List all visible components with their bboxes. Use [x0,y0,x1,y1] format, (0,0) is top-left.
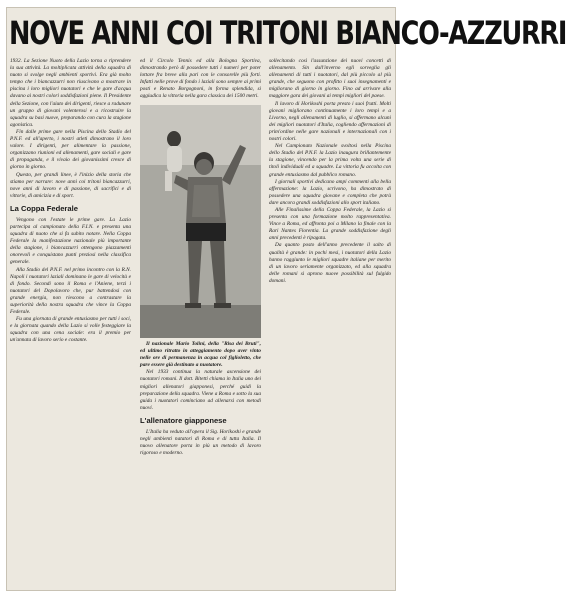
column-3-paragraph: sollecitando così l'assunzione dei nuovi concetti di allenamento. Sin dall'inverno egli sorveglia gli allenamenti di tutti i nuotatori, dal più piccolo al più grande, che seguono con profitto i suoi insegnamenti e migliorano di giorno in giorno. Fino ad arrivare alla maggiore gara dei giovani ai tempi migliori del paese. [269,58,391,100]
article-headline: NOVE ANNI COI TRITONI BIANCO-AZZURRI [9,14,566,52]
column-1-paragraph: Alla Stadio del P.N.F. nel primo incontro con la R.N. Napoli i nuotatori laziali dominano le gare di velocità e di fondo. Secondi sono il Roma e l'Aniene, terzi i nuotatori del Dopolavoro che, pur battendosi con grande energia, non riescono a contrastare la superiorità della nostra squadra che vince la Coppa Federale. [10,266,131,316]
article-column-1 [10,58,131,586]
column-3-paragraph: Nel Campionato Nazionale svoltosi nella Piscina dello Stadio del P.N.F. la Lazio inaugura brillantemente la stagione, vincendo per la prima volta una serie di titoli individuali ed a squadre. La vittoria fu accolta con grande entusiasmo dal pubblico romano. [269,143,391,178]
photo-caption: Il nazionale Mario Tolini, della "Risa dei Bruti", ed ultimo ritratto in atteggiamento dopo aver vinto nelle ore di permanenza in acqua col figlioletto, che pare essere già destinato a nuotatore. [140,340,261,369]
column-2-intro: ed il Circolo Tennis ed alla Bologna Sportiva, dimostrando però di possedere tutti i numeri per poter lottare fra breve alla pari con le consorelle più forti. Infatti nelle prove di fondo i laziali sono sempre ai primi posti e Renato Borgognoni, in forma splendida, si aggiudica la vittoria nella gara classica dei 1500 metri. [140,58,261,100]
subheading-coppa-federale: La Coppa Federale [10,203,78,213]
column-3-paragraph: Il lavoro di Horikoshi porta presto i suoi frutti. Molti giovani migliorano continuamente i loro tempi e a Livorno, negli allenamenti di luglio, si affermano alcuni dei migliori nuotatori d'Italia, cogliendo affermazioni di prim'ordine nelle gare nazionali e internazionali con i nostri colori. [269,100,391,143]
column-1-paragraph: Fin dalle prime gare nella Piscina dello Stadio del P.N.F. ed all'aperto, i nostri atleti dimostrano il loro valore. I dirigenti, per alimentare la passione, organizzano riunioni ed allenamenti, gare sociali e gare di propaganda, e il vivaio dei giovanissimi cresce di giorno in giorno. [10,128,131,171]
article-column-2 [140,58,261,586]
column-1-paragraph: Questo, per grandi linee, è l'inizio della storia che stiamo per narrare: nove anni coi tritoni biancazzurri, nove anni di lavoro e di passione, di sacrifici e di vittorie, di amicizia e di sport. [10,171,131,199]
column-2-paragraph: L'Italia ha veduto all'opera il Sig. Horikoshi e grande negli ambienti natatori di Roma e di tutta Italia. Il nuovo allenatore porta in più un metodo di lavoro rigoroso e moderno. [140,428,261,457]
article-column-3 [269,58,391,586]
column-3-paragraph: Alle Finalissime della Coppa Federale, la Lazio si presenta con una formazione molto rappresentativa. Vince a Roma, ed affronta poi a Milano la finale con la Rari Nantes Florentia. La grande soddisfazione degli anni precedenti è ripagata. [269,206,391,242]
column-1-paragraph: Vengono con l'estate le prime gare. La Lazio partecipa al campionato della F.I.N. e presenta una squadra di nuoto che si fa subito notare. Nella Coppa Federale la manifestazione nazionale più importante della stagione, i biancazzurri ottengono piazzamenti onorevoli e conquistano punti preziosi nella classifica generale. [10,216,131,266]
column-2-paragraph: Nel 1933 continua la naturale ascensione dei nuotatori romani. Il dott. Bitetti chiama in Italia uno dei migliori allenatori giapponesi, perché guidi la preparazione della squadra. Viene a Roma e sotto la sua guida i nuotatori cominciano ad allenarsi con metodi nuovi. [140,369,261,411]
swimmer-photo [140,105,261,338]
column-3-paragraph: Da quanto posto dell'anno precedente il salto di qualità è grande: in pochi mesi, i nuotatori della Lazio hanno raggiunto le migliori squadre italiane per merito di un lavoro seriamente organizzato, ed alla squadra delle romani si aprono nuove possibilità sul fulgido domani. [269,242,391,284]
column-1-paragraph: Fu una giornata di grande entusiasmo per tutti i soci, e la giornata quando della Lazio si volle festeggiare la squadra con una cena sociale: era il premio per un'annata di lavoro serio e costante. [10,316,131,344]
column-3-paragraph: I giornali sportivi dedicano ampi commenti alla bella affermazione: la Lazio, scrivono, ha dimostrato di possedere una squadra giovane e completa che potrà dare ancora grandi soddisfazioni allo sport italiano. [269,178,391,206]
newspaper-page [6,7,566,591]
swimmer-photo-illustration [140,105,261,338]
subheading-allenatore-giapponese: L'allenatore giapponese [140,415,227,425]
column-1-intro: 1932. La Sezione Nuoto della Lazio torna a riprendere la sua attività. La moltiplicata attività della squadra di nuoto si svolge negli ambienti sportivi. Era già molto tempo che i biancazzurri non riuscivano a mostrare in piscina i loro migliori nuotatori e che le gare d'acqua davano ai nostri colori soddisfazioni piene. Il Presidente della Sezione, con l'aiuto dei dirigenti, riesce a radunare un gruppo di giovani volenterosi e a ricostruire la squadra su basi nuove, preparando con cura la stagione agonistica. [10,58,131,128]
